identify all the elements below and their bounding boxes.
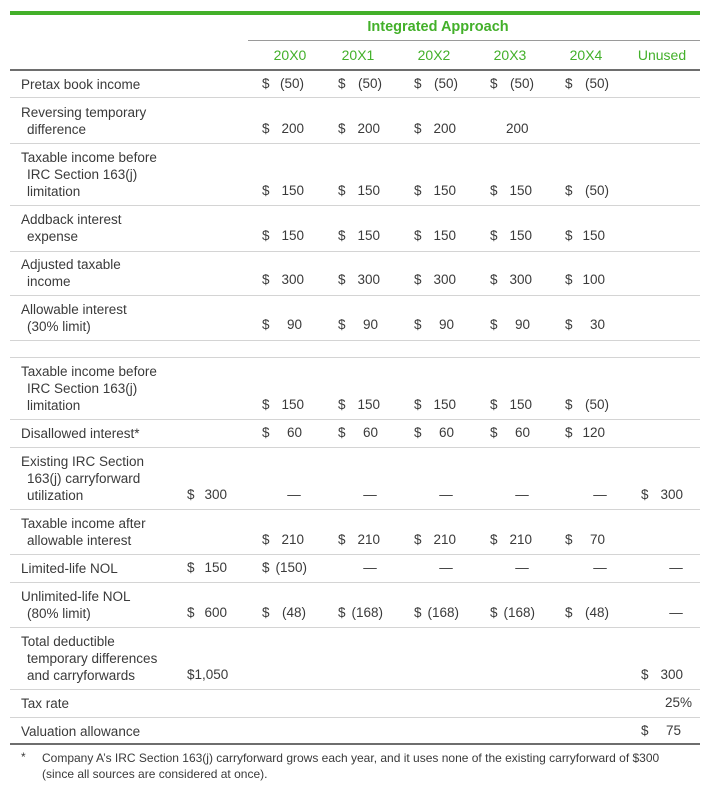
cell-limited-unused: — (669, 560, 683, 575)
cell-value: 75 (665, 723, 681, 738)
cell-value: 300 (281, 272, 304, 287)
currency-symbol: $ (262, 121, 270, 136)
cell-value: (168) (427, 605, 459, 620)
table-bottom-rule (10, 743, 700, 745)
cell-value: 150 (281, 397, 304, 412)
currency-symbol: $ (565, 228, 573, 243)
label-line: Disallowed interest* (21, 426, 140, 441)
currency-symbol: $ (490, 76, 498, 91)
row-divider (10, 717, 700, 718)
cell-value: (150) (275, 560, 307, 575)
row-label-tax-rate (21, 695, 69, 712)
cell-value: 200 (357, 121, 380, 136)
currency-symbol: $ (338, 76, 346, 91)
cell-value: 300 (660, 487, 683, 502)
cell-value: (168) (503, 605, 535, 620)
cell-value: 150 (509, 228, 532, 243)
currency-symbol: $ (187, 560, 195, 575)
row-divider (10, 509, 700, 510)
currency-symbol: $ (490, 532, 498, 547)
label-line: limitation (27, 398, 81, 413)
cell-taxrate-unused: 25% (664, 695, 692, 710)
cell-existing-20x1: — (363, 487, 377, 502)
cell-value: 60 (438, 425, 454, 440)
currency-symbol: $ (187, 487, 195, 502)
row-divider (10, 582, 700, 583)
row-label-taxable-income-before-limitation (21, 363, 157, 414)
cell-value: 60 (362, 425, 378, 440)
currency-symbol: $ (262, 272, 270, 287)
cell-value: 30 (589, 317, 605, 332)
currency-symbol: $ (262, 605, 270, 620)
row-divider (10, 554, 700, 555)
currency-symbol: $ (187, 605, 195, 620)
cell-value: 300 (357, 272, 380, 287)
cell-value: 300 (509, 272, 532, 287)
cell-value: (50) (433, 76, 458, 91)
label-line: Total deductible (21, 634, 115, 649)
cell-value: (50) (357, 76, 382, 91)
header-divider (10, 69, 700, 71)
col-header-unused: Unused (637, 47, 687, 63)
currency-symbol: $ (414, 228, 422, 243)
currency-symbol: $ (414, 272, 422, 287)
row-label-pretax-book-income (21, 76, 140, 93)
currency-symbol: $ (262, 560, 270, 575)
label-line: Taxable income before (21, 364, 157, 379)
cell-total-beginning: $1,050 (187, 667, 229, 682)
cell-value: (48) (281, 605, 306, 620)
row-divider (10, 251, 700, 252)
col-header-20x4: 20X4 (569, 47, 603, 63)
label-line: Allowable interest (21, 302, 127, 317)
cell-value: (50) (509, 76, 534, 91)
cell-value: 210 (509, 532, 532, 547)
cell-value: 90 (362, 317, 378, 332)
label-line: Existing IRC Section (21, 454, 145, 469)
label-line: (80% limit) (27, 606, 91, 621)
cell-limited-20x2: — (439, 560, 453, 575)
currency-symbol: $ (262, 397, 270, 412)
cell-value: 210 (433, 532, 456, 547)
currency-symbol: $ (565, 532, 573, 547)
row-divider (10, 689, 700, 690)
cell-value: 60 (286, 425, 302, 440)
currency-symbol: $ (338, 228, 346, 243)
cell-value: 150 (357, 183, 380, 198)
currency-symbol: $ (414, 532, 422, 547)
label-line: Limited-life NOL (21, 561, 118, 576)
row-divider (10, 447, 700, 448)
label-line: IRC Section 163(j) (27, 167, 138, 182)
label-line: IRC Section 163(j) (27, 381, 138, 396)
row-label-addback-interest-expense (21, 211, 122, 245)
currency-symbol: $ (414, 425, 422, 440)
currency-symbol: $ (490, 397, 498, 412)
row-label-allowable-interest (21, 301, 127, 335)
cell-value: (48) (584, 605, 609, 620)
row-label-reversing-temporary-difference (21, 104, 146, 138)
col-header-20x2: 20X2 (417, 47, 451, 63)
cell-value: 150 (433, 228, 456, 243)
label-line: difference (27, 122, 87, 137)
cell-limited-20x1: — (363, 560, 377, 575)
table-title: Integrated Approach (367, 19, 509, 35)
label-line: (30% limit) (27, 319, 91, 334)
cell-value: 150 (357, 228, 380, 243)
cell-value: 100 (582, 272, 605, 287)
col-header-20x0: 20X0 (273, 47, 307, 63)
cell-value: 210 (281, 532, 304, 547)
label-line: 163(j) carryforward (27, 471, 141, 486)
row-divider (10, 295, 700, 296)
row-divider (10, 357, 700, 358)
currency-symbol: $ (338, 121, 346, 136)
label-line: Tax rate (21, 696, 70, 711)
currency-symbol: $ (565, 397, 573, 412)
row-label-limited-life-nol (21, 560, 118, 577)
currency-symbol: $ (414, 605, 422, 620)
currency-symbol: $ (490, 228, 498, 243)
cell-value: 600 (204, 605, 227, 620)
currency-symbol: $ (490, 183, 498, 198)
label-line: Adjusted taxable (21, 257, 121, 272)
cell-value: 300 (433, 272, 456, 287)
currency-symbol: $ (262, 425, 270, 440)
footnote-text: Company A’s IRC Section 163(j) carryforward grows each year, and it uses none of the existing carryforward of $300 (since all sources are considered at once). (42, 751, 660, 781)
cell-value: 90 (514, 317, 530, 332)
cell-value: 150 (357, 397, 380, 412)
currency-symbol: $ (262, 76, 270, 91)
label-line: and carryforwards (27, 668, 136, 683)
cell-value: 200 (433, 121, 456, 136)
cell-existing-20x3: — (515, 487, 529, 502)
label-line: Unlimited-life NOL (21, 589, 131, 604)
label-line: Taxable income before (21, 150, 157, 165)
row-label-taxable-income-before-limitation (21, 149, 157, 200)
col-header-20x3: 20X3 (493, 47, 527, 63)
row-label-existing-carryforward-utilization (21, 453, 144, 504)
title-divider (248, 40, 700, 41)
row-divider (10, 97, 700, 98)
currency-symbol: $ (262, 228, 270, 243)
cell-value: (50) (279, 76, 304, 91)
cell-value: (50) (584, 76, 609, 91)
label-line: expense (27, 229, 79, 244)
cell-value: 210 (357, 532, 380, 547)
cell-value: 120 (582, 425, 605, 440)
currency-symbol: $ (565, 183, 573, 198)
currency-symbol: $ (338, 532, 346, 547)
row-label-unlimited-life-nol (21, 588, 131, 622)
currency-symbol: $ (565, 76, 573, 91)
cell-value: 70 (589, 532, 605, 547)
cell-value: 150 (509, 397, 532, 412)
currency-symbol: $ (414, 76, 422, 91)
cell-value: 150 (281, 228, 304, 243)
currency-symbol: $ (414, 317, 422, 332)
label-line: Reversing temporary (21, 105, 147, 120)
cell-value: (50) (584, 397, 609, 412)
label-line: Valuation allowance (21, 724, 141, 739)
row-label-valuation-allowance (21, 723, 140, 740)
currency-symbol: $ (490, 605, 498, 620)
currency-symbol: $ (565, 605, 573, 620)
row-label-total-deductible (21, 633, 157, 684)
row-divider (10, 143, 700, 144)
row-label-disallowed-interest (21, 425, 140, 442)
cell-value: 300 (660, 667, 683, 682)
header-accent-bar (10, 11, 700, 15)
cell-existing-20x4: — (593, 487, 607, 502)
currency-symbol: $ (338, 605, 346, 620)
footnote-mark: * (21, 750, 26, 764)
currency-symbol: $ (414, 397, 422, 412)
row-divider (10, 419, 700, 420)
currency-symbol: $ (262, 183, 270, 198)
currency-symbol: $ (565, 425, 573, 440)
currency-symbol: $ (414, 183, 422, 198)
currency-symbol: $ (641, 667, 649, 682)
cell-value: 150 (582, 228, 605, 243)
row-label-taxable-income-after-allowable-interest (21, 515, 146, 549)
row-label-adjusted-taxable-income (21, 256, 121, 290)
currency-symbol: $ (262, 317, 270, 332)
cell-limited-20x3: — (515, 560, 529, 575)
currency-symbol: $ (414, 121, 422, 136)
currency-symbol: $ (262, 532, 270, 547)
cell-existing-20x0: — (287, 487, 301, 502)
cell-value: 150 (509, 183, 532, 198)
cell-value: (50) (584, 183, 609, 198)
currency-symbol: $ (338, 272, 346, 287)
cell-value: 90 (286, 317, 302, 332)
cell-value: 150 (433, 183, 456, 198)
currency-symbol: $ (490, 317, 498, 332)
cell-reversing-20x3: 200 (506, 121, 529, 136)
cell-value: 60 (514, 425, 530, 440)
currency-symbol: $ (641, 487, 649, 502)
row-divider (10, 205, 700, 206)
currency-symbol: $ (565, 272, 573, 287)
currency-symbol: $ (565, 317, 573, 332)
row-divider (10, 627, 700, 628)
cell-value: 200 (281, 121, 304, 136)
label-line: allowable interest (27, 533, 132, 548)
cell-unlimited-unused: — (669, 605, 683, 620)
label-line: income (27, 274, 71, 289)
cell-limited-20x4: — (593, 560, 607, 575)
cell-existing-20x2: — (439, 487, 453, 502)
cell-value: (168) (351, 605, 383, 620)
cell-value: 150 (204, 560, 227, 575)
cell-value: 150 (281, 183, 304, 198)
currency-symbol: $ (338, 397, 346, 412)
label-line: limitation (27, 184, 81, 199)
label-line: temporary differences (27, 651, 158, 666)
cell-value: 90 (438, 317, 454, 332)
currency-symbol: $ (490, 425, 498, 440)
currency-symbol: $ (641, 723, 649, 738)
row-divider (10, 340, 700, 341)
cell-value: 150 (433, 397, 456, 412)
currency-symbol: $ (338, 317, 346, 332)
currency-symbol: $ (338, 183, 346, 198)
label-line: Addback interest (21, 212, 122, 227)
currency-symbol: $ (490, 272, 498, 287)
cell-value: 300 (204, 487, 227, 502)
col-header-20x1: 20X1 (341, 47, 375, 63)
label-line: Pretax book income (21, 77, 141, 92)
label-line: Taxable income after (21, 516, 146, 531)
label-line: utilization (27, 488, 84, 503)
currency-symbol: $ (338, 425, 346, 440)
